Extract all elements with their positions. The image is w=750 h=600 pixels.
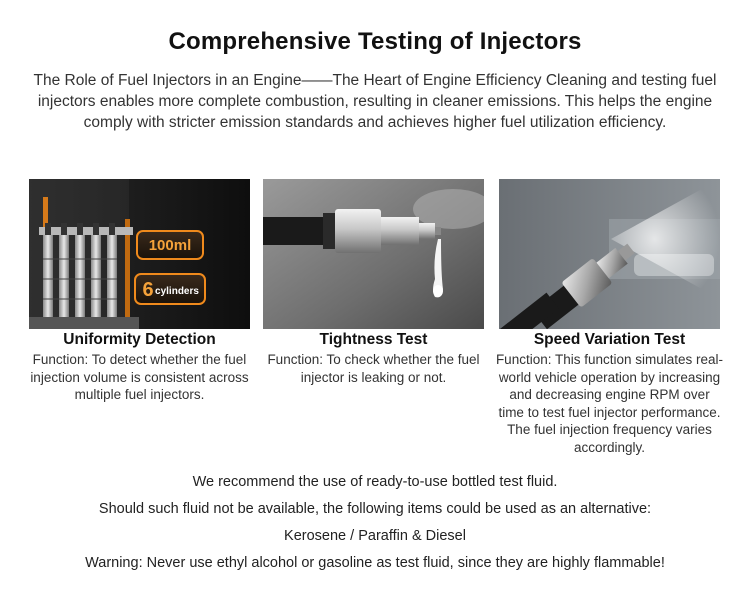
panel-uniformity — [29, 179, 250, 404]
panel-description: Function: To check whether the fuel injector is leaking or not. — [267, 352, 480, 385]
panel-description: Function: This function simulates real-world vehicle operation by increasing and decreasing engine RPM over time to test fuel injector performance. The fuel injection frequency varies accordingly. — [495, 352, 724, 455]
badge-count-word: cylinders — [155, 286, 199, 297]
page-title: Comprehensive Testing of Injectors — [168, 28, 582, 55]
panel-caption: Uniformity Detection — [63, 331, 216, 348]
intro-paragraph: The Role of Fuel Injectors in an Engine——The Heart of Engine Efficiency Cleaning and testing fuel injectors enables more complete combustion, resulting in cleaner emissions. This helps the engine comply with stricter emission standards and achieves higher fuel utilization efficiency. — [33, 72, 717, 131]
badge-volume-text: 100ml — [148, 237, 192, 254]
panel-description: Function: To detect whether the fuel injection volume is consistent across multiple fuel injectors. — [30, 352, 249, 402]
tightness-test-image — [263, 179, 484, 329]
panel-caption: Tightness Test — [319, 331, 428, 348]
warning-text: Warning: Never use ethyl alcohol or gasoline as test fluid, since they are highly flammable! — [85, 555, 665, 571]
speed-variation-test-image — [499, 179, 720, 329]
panel-speed-variation — [495, 179, 724, 456]
badge-count-number: 6 — [142, 279, 154, 301]
panel-caption: Speed Variation Test — [533, 331, 686, 348]
recommend-text: We recommend the use of ready-to-use bottled test fluid. — [192, 474, 558, 490]
fluids-text: Kerosene / Paraffin & Diesel — [284, 528, 466, 544]
panel-tightness — [263, 179, 484, 386]
alternative-text: Should such fluid not be available, the following items could be used as an alternative: — [98, 501, 652, 517]
uniformity-test-image — [29, 179, 250, 329]
